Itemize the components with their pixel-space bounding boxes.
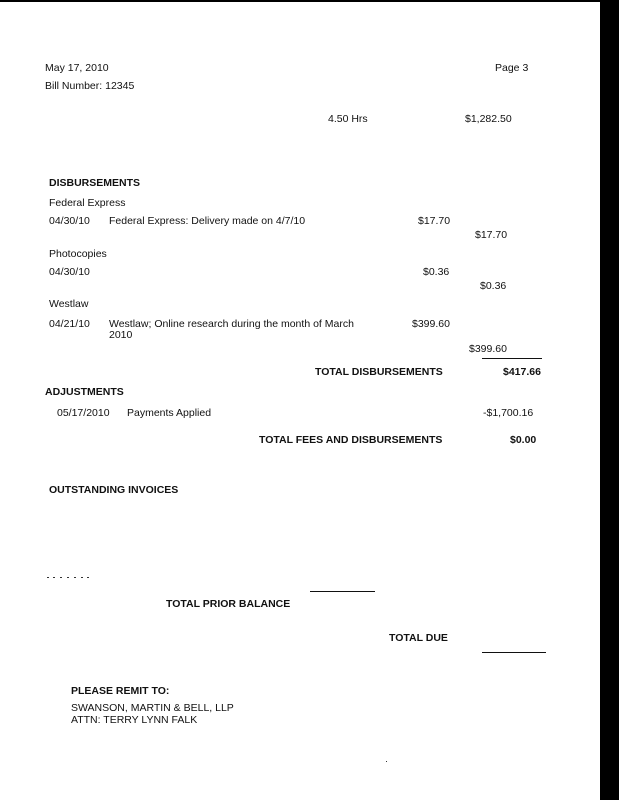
scan-speck [53, 577, 55, 578]
category-westlaw: Westlaw [49, 298, 89, 310]
remit-attention: ATTN: TERRY LYNN FALK [71, 714, 198, 726]
page-number: Page 3 [495, 62, 529, 74]
scan-speck [81, 577, 83, 578]
outstanding-invoices-heading: OUTSTANDING INVOICES [49, 484, 179, 496]
scan-speck [47, 577, 49, 578]
westlaw-date: 04/21/10 [49, 318, 90, 330]
total-disbursements-label: TOTAL DISBURSEMENTS [315, 366, 443, 378]
total-disbursements-value: $417.66 [503, 366, 541, 378]
westlaw-description-line1: Westlaw; Online research during the month of March [109, 318, 354, 330]
scan-border-right [600, 0, 619, 800]
westlaw-description-line2: 2010 [109, 329, 133, 341]
remit-firm: SWANSON, MARTIN & BELL, LLP [71, 702, 234, 714]
prior-balance-rule [310, 591, 375, 592]
scan-speck [87, 577, 89, 578]
westlaw-subtotal: $399.60 [469, 343, 507, 355]
fees-hours: 4.50 Hrs [328, 113, 368, 125]
category-photocopies: Photocopies [49, 248, 107, 260]
total-due-label: TOTAL DUE [389, 632, 448, 644]
category-federal-express: Federal Express [49, 197, 126, 209]
subtotal-rule [482, 358, 542, 359]
federal-express-amount: $17.70 [418, 215, 451, 227]
scan-speck [74, 577, 76, 578]
federal-express-date: 04/30/10 [49, 215, 90, 227]
scan-speck [67, 577, 69, 578]
adjustment-amount: -$1,700.16 [483, 407, 534, 419]
total-fees-and-disbursements-value: $0.00 [510, 434, 537, 446]
scan-speck [60, 577, 62, 578]
total-fees-and-disbursements-label: TOTAL FEES AND DISBURSEMENTS [259, 434, 443, 446]
federal-express-subtotal: $17.70 [475, 229, 508, 241]
scan-border-top [0, 0, 600, 2]
total-prior-balance-label: TOTAL PRIOR BALANCE [166, 598, 291, 610]
adjustments-heading: ADJUSTMENTS [45, 386, 124, 398]
scan-speck [386, 761, 387, 762]
westlaw-amount: $399.60 [412, 318, 450, 330]
fees-amount: $1,282.50 [465, 113, 512, 125]
adjustment-date: 05/17/2010 [57, 407, 110, 419]
photocopies-date: 04/30/10 [49, 266, 90, 278]
bill-number: Bill Number: 12345 [45, 80, 135, 92]
bill-date: May 17, 2010 [45, 62, 109, 74]
total-due-rule [482, 652, 546, 653]
disbursements-heading: DISBURSEMENTS [49, 177, 141, 189]
photocopies-amount: $0.36 [423, 266, 450, 278]
federal-express-description: Federal Express: Delivery made on 4/7/10 [109, 215, 306, 227]
remit-heading: PLEASE REMIT TO: [71, 685, 170, 697]
photocopies-subtotal: $0.36 [480, 280, 507, 292]
adjustment-description: Payments Applied [127, 407, 212, 419]
